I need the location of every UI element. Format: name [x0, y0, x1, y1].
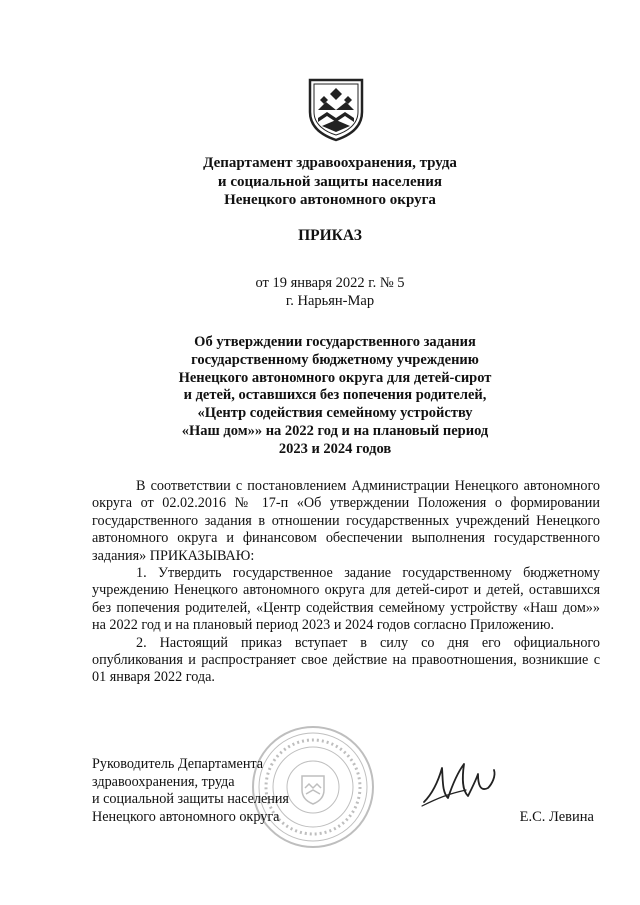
subject-line-3: Ненецкого автономного округа для детей-сирот — [178, 369, 492, 386]
signer-title-line-2: здравоохранения, труда — [92, 773, 235, 790]
signer-title-line-1: Руководитель Департамента — [92, 756, 264, 772]
document-place: г. Нарьян-Мар — [285, 293, 375, 309]
header-line-1: Департамент здравоохранения, труда — [203, 155, 457, 171]
header-line-3: Ненецкого автономного округа — [224, 192, 436, 208]
date-block — [130, 274, 530, 310]
document-type: ПРИКАЗ — [298, 227, 362, 244]
body-preamble: В соответствии с постановлением Администрации Ненецкого автономного округа от 02.02.2016 № 17-п «Об утверждении Положения о формировании государственного задания в отношении государственных учреждений Ненецкого автономного округа и финансовом обеспечении выполнения государственного задания» ПРИКАЗЫВАЮ: — [92, 478, 600, 564]
signer-title-line-3: и социальной защиты населения — [92, 791, 289, 808]
subject-line-7: 2023 и 2024 годов — [278, 440, 392, 457]
signer-title — [92, 756, 342, 826]
subject-line-1: Об утверждении государственного задания — [194, 334, 476, 350]
header-line-2: и социальной защиты населения — [217, 173, 443, 190]
coat-of-arms-icon — [300, 72, 372, 144]
subject-line-6: «Наш дом»» на 2022 год и на плановый период — [181, 422, 489, 439]
subject-line-4: и детей, оставшихся без попечения родителей, — [183, 387, 487, 404]
department-header — [130, 154, 530, 210]
subject-line-5: «Центр содействия семейному устройству — [197, 405, 473, 422]
body-item-2: 2. Настоящий приказ вступает в силу со дня его официального опубликования и распространяет свое действие на правоотношения, возникшие с 01 января 2022 года. — [92, 634, 600, 686]
handwritten-signature-icon — [418, 754, 500, 810]
document-date: от 19 января 2022 г. № 5 — [255, 275, 405, 291]
signer-title-line-4: Ненецкого автономного округа — [92, 808, 280, 825]
document-subject — [150, 334, 520, 459]
subject-line-2: государственному бюджетному учреждению — [191, 351, 479, 368]
body-item-1: 1. Утвердить государственное задание государственному бюджетному учреждению Ненецкого автономного округа для детей-сирот и детей, оставшихся без попечения родителей, «Центр содействия семейному устройству «Наш дом»» на 2022 год и на плановый период 2023 и 2024 годов согласно Приложению. — [92, 565, 600, 634]
signer-name: Е.С. Левина — [519, 809, 594, 825]
document-body — [92, 478, 600, 687]
